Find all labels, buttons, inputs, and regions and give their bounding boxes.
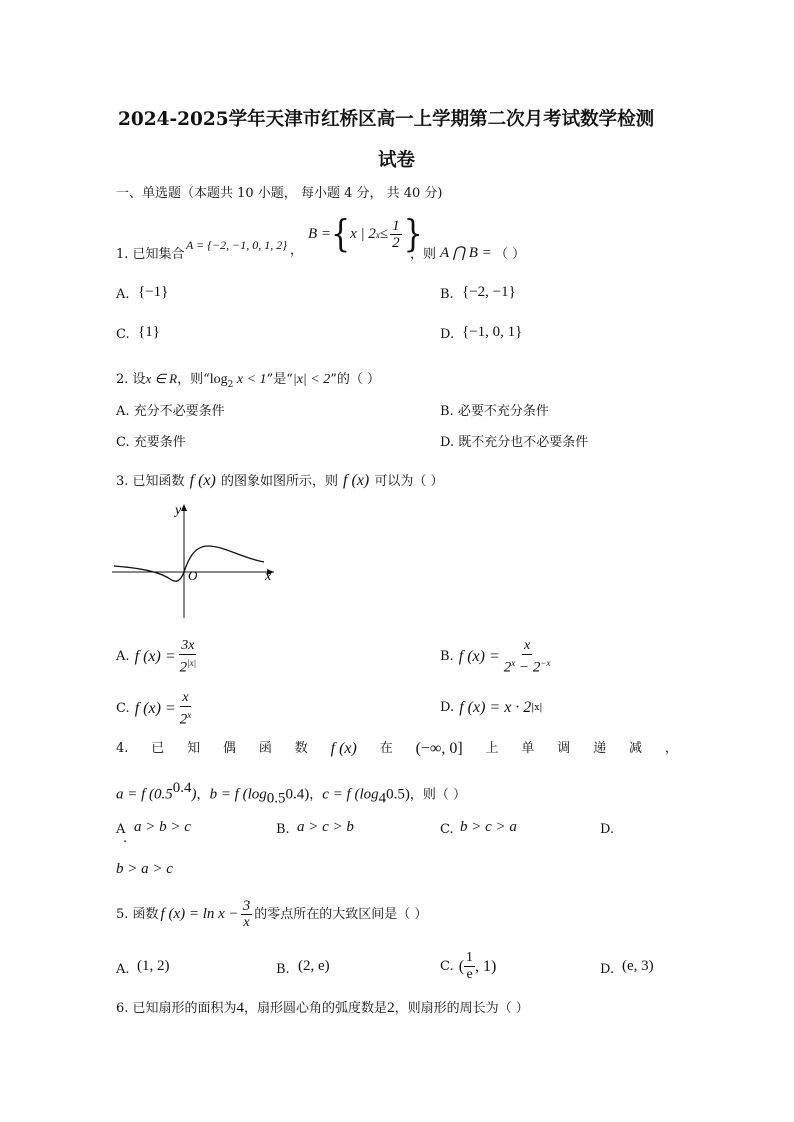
x-axis-label: x (265, 569, 272, 584)
q4-option-a-dot: . (123, 831, 128, 846)
function-graph (112, 500, 282, 620)
q5-option-d-label: D. (600, 962, 615, 977)
q5-option-c: C. ( $\frac{1}{e}$ , 1) (440, 950, 497, 982)
q4-option-c: b > c > a (460, 819, 517, 835)
question-1-set-a: A = {−2, −1, 0, 1, 2} (186, 238, 288, 252)
question-6-stem: 6. 已知扇形的面积为4，扇形圆心角的弧度数是2，则扇形的周长为（ ） (116, 1000, 529, 1016)
origin-label: O (188, 568, 198, 583)
q4-option-b-label: B. (276, 822, 290, 837)
q3-option-c: C. f (x) = $\frac{x}{2^x}$ (116, 690, 192, 728)
q4-option-b: a > c > b (297, 819, 354, 835)
q5-option-b: (2, e) (298, 958, 330, 974)
q1-option-a: {−1} (138, 284, 169, 300)
q5-option-b-label: B. (276, 962, 290, 977)
question-3-stem: 3. 已知函数 f (x) 的图象如图所示，则 f (x) 可以为（ ） (116, 472, 444, 489)
q3-option-a: A. f (x) = $\frac{3x}{2^{|x|}}$ (116, 638, 197, 676)
q1-option-a-label: A. (116, 287, 130, 302)
section-heading: 一、单选题（本题共 10 小题， 每小题 4 分， 共 40 分) (116, 186, 443, 201)
question-1-comma: ， (290, 243, 304, 258)
q2-option-a: A. 充分不必要条件 (116, 404, 225, 419)
q4-option-d-label: D. (600, 822, 615, 837)
q2-option-d: D. 既不充分也不必要条件 (440, 435, 589, 450)
q1-option-b: {−2, −1} (462, 284, 516, 300)
y-axis-label: y (175, 503, 182, 518)
q5-option-a-label: A. (116, 962, 130, 977)
q1-option-b-label: B. (440, 287, 454, 302)
q1-option-c: {1} (138, 324, 160, 340)
question-4-stem-line-2: a = f $(0.5^{0.4})$，b = f $(\log_{0.5}0.4)$，c = f $(\log_40.5)$，则（ ） (116, 780, 467, 807)
q1-option-c-label: C. (116, 327, 130, 342)
question-4-stem-line-1: 4. 已 知 偶 函 数 f (x) 在 (−∞, 0] 上 单 调 递 减 ， (116, 740, 678, 757)
q4-option-c-label: C. (440, 822, 454, 837)
q3-option-b: B. f (x) = $\frac{x}{2^x - 2^{-x}}$ (440, 638, 551, 676)
q4-option-a-label: A (116, 822, 126, 837)
q5-option-a: (1, 2) (137, 958, 170, 974)
q5-option-d: (e, 3) (622, 958, 654, 974)
q2-option-c: C. 充要条件 (116, 435, 186, 450)
q4-option-a: a > b > c (134, 819, 191, 835)
q1-option-d-label: D. (440, 327, 455, 342)
question-1-stem: 1. 已知集合 (116, 247, 185, 262)
title-line-2: 试卷 (378, 150, 416, 171)
question-2-stem: 2. 设x ∈ R，则“$\log_2$ x < 1”是“|x| < 2”的（ ） (116, 371, 380, 391)
title-line-1: 2024-2025学年天津市红桥区高一上学期第二次月考试数学检测 (118, 109, 655, 130)
q2-option-b: B. 必要不充分条件 (440, 404, 549, 419)
q4-option-d: b > a > c (116, 861, 173, 877)
question-1-expression: A ⋂ B = (440, 245, 492, 261)
question-1-set-b: B = { x | 2 x ≤ $\frac{1}{2}$ } (308, 212, 423, 256)
question-1-answer-blank: （ ） (495, 247, 526, 262)
q3-option-d: D. f (x) = x · 2 |x| (440, 698, 543, 716)
question-5-stem: 5. 函数 f (x) = ln x − $\frac{3}{x}$ 的零点所在的大致区间是（ ） (116, 898, 428, 930)
q1-option-d: {−1, 0, 1} (462, 324, 523, 340)
question-1-then: ，则 (410, 247, 437, 262)
y-axis-arrow (181, 504, 187, 511)
